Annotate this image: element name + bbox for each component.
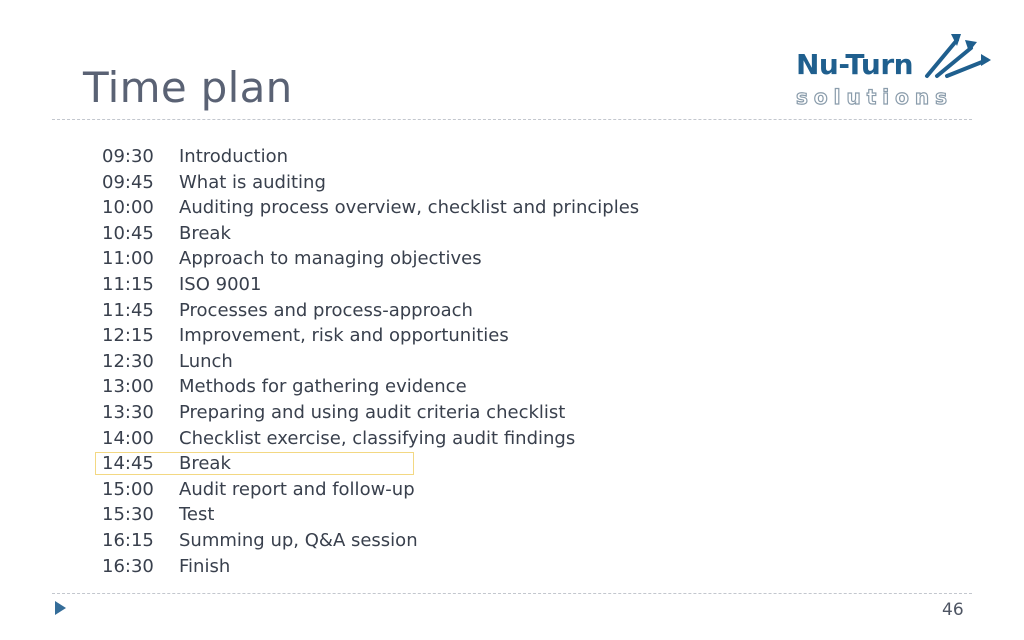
schedule-item: Processes and process-approach [179,299,473,321]
schedule-time: 12:15 [102,325,154,347]
schedule-item: Lunch [179,350,233,372]
logo-tagline: solutions [796,85,954,109]
schedule-time: 15:00 [102,478,154,500]
schedule-row [102,272,639,298]
schedule-item: Break [179,222,231,244]
schedule-row [102,554,639,580]
schedule-item: ISO 9001 [179,273,262,295]
schedule-time: 11:00 [102,248,154,270]
schedule-list [102,144,639,579]
schedule-time: 14:00 [102,427,154,449]
schedule-row [102,221,639,247]
schedule-item: Preparing and using audit criteria checklist [179,401,566,423]
schedule-item: Introduction [179,146,289,167]
schedule-item: Checklist exercise, classifying audit findings [179,427,576,449]
schedule-time: 12:30 [102,350,154,372]
company-logo [793,30,993,110]
schedule-row [102,528,639,554]
schedule-time: 09:45 [102,171,154,193]
schedule-time: 10:00 [102,197,154,219]
schedule-time: 13:30 [102,401,154,423]
schedule-item: Improvement, risk and opportunities [179,325,509,347]
schedule-time: 10:45 [102,222,154,244]
current-item-highlight [95,452,414,475]
schedule-row [102,170,639,196]
logo-arrows-icon [921,30,993,82]
schedule-item: Summing up, Q&A session [179,529,418,551]
schedule-row [102,144,639,170]
schedule-row [102,195,639,221]
schedule-item: Test [179,504,215,526]
schedule-row [102,246,639,272]
header-divider [52,119,972,120]
schedule-row [102,400,639,426]
page-title: Time plan [83,63,293,112]
schedule-row [102,298,639,324]
schedule-row [102,502,639,528]
schedule-item: Finish [179,555,231,577]
schedule-item: Audit report and follow-up [179,478,415,500]
schedule-time: 16:15 [102,529,154,551]
schedule-time: 13:00 [102,376,154,398]
schedule-time: 15:30 [102,504,154,526]
schedule-row [102,323,639,349]
schedule-time: 09:30 [102,146,154,167]
schedule-row [102,374,639,400]
schedule-row [102,477,639,503]
schedule-time: 11:45 [102,299,154,321]
play-icon[interactable] [55,601,66,615]
schedule-row [102,426,639,452]
schedule-item: Auditing process overview, checklist and principles [179,197,640,219]
schedule-time: 14:45 [102,453,154,475]
schedule-row [102,349,639,375]
schedule-item: What is auditing [179,171,326,193]
schedule-item: Approach to managing objectives [179,248,482,270]
schedule-item: Break [179,453,231,475]
page-number: 46 [942,600,964,620]
schedule-item: Methods for gathering evidence [179,376,467,398]
footer-divider [52,593,972,594]
logo-wordmark: Nu-Turn [796,48,914,81]
schedule-time: 16:30 [102,555,154,577]
schedule-time: 11:15 [102,273,154,295]
